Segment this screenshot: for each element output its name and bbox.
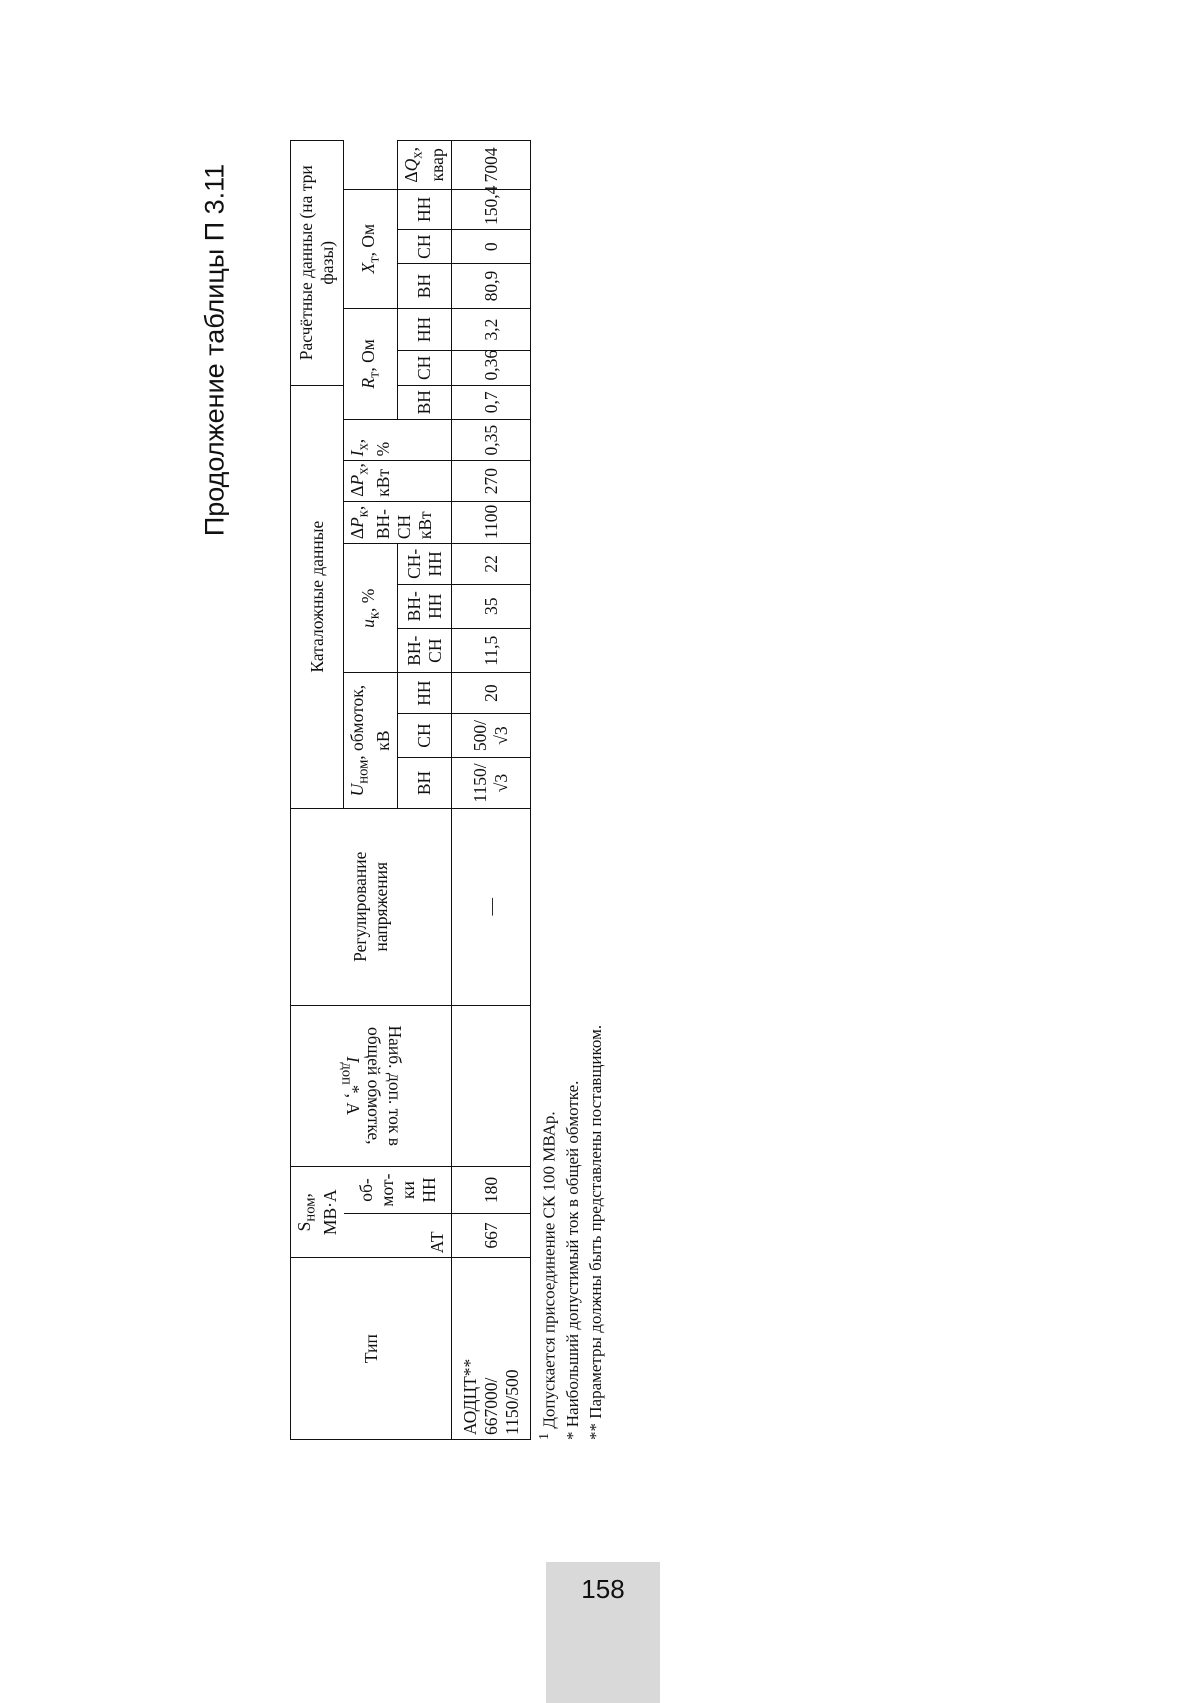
cell-dpx: 270 xyxy=(452,461,531,501)
header-catalog: Каталожные данные xyxy=(291,385,344,808)
cell-uk-vn-nn: 35 xyxy=(452,584,531,628)
table-footnotes xyxy=(535,140,607,1440)
header-type: Тип xyxy=(291,1258,452,1440)
transformer-spec-table xyxy=(290,140,531,1440)
header-dpx: $\Delta P_х$, кВт xyxy=(344,461,452,501)
header-rt: $R_т$, Ом xyxy=(344,308,398,419)
header-uk-vn-nn: ВН- НН xyxy=(398,584,452,628)
page-number: 158 xyxy=(581,1574,625,1604)
header-row-2 xyxy=(344,141,398,1440)
header-dqx: $\Delta Q_х$, квар xyxy=(398,141,452,190)
cell-uk-sn-nn: 22 xyxy=(452,544,531,584)
cell-uk-vn-sn: 11,5 xyxy=(452,628,531,672)
cell-snom-at: 667 xyxy=(452,1213,531,1257)
cell-u-sn: 500/ √3 xyxy=(452,713,531,757)
header-xt-sn: СН xyxy=(398,230,452,264)
header-idop-rotated-text: Наиб. доп. ток в общей обмотке, $I_{доп}*$, А xyxy=(338,1025,406,1147)
header-snom: $S_{ном}$, МВ·А xyxy=(291,1167,344,1258)
cell-snom-nn: 180 xyxy=(452,1167,531,1213)
header-uk: $u_к$, % xyxy=(344,544,398,673)
table-row xyxy=(452,141,531,1440)
footnote-2: * Наибольший допустимый ток в общей обмотке. xyxy=(563,1080,583,1440)
header-uk-vn-sn: ВН- СН xyxy=(398,628,452,672)
header-unom-vn: ВН xyxy=(398,758,452,809)
header-rt-nn: НН xyxy=(398,308,452,350)
cell-rt-nn: 3,2 xyxy=(452,308,531,350)
header-ix: $I_х$, % xyxy=(344,419,452,460)
header-rt-vn: ВН xyxy=(398,385,452,419)
header-snom-at: АТ xyxy=(344,1213,452,1257)
cell-rt-sn: 0,36 xyxy=(452,351,531,385)
footnote-1: $^1$ Допускается присоединение СК 100 МВАр. xyxy=(536,1111,560,1440)
header-row-1 xyxy=(291,141,344,1440)
cell-xt-sn: 0 xyxy=(452,230,531,264)
header-xt-vn: ВН xyxy=(398,264,452,308)
cell-dpk: 1100 xyxy=(452,501,531,543)
header-snom-nn: об- мот- ки НН xyxy=(344,1167,452,1213)
header-rt-sn: СН xyxy=(398,351,452,385)
cell-regulation: — xyxy=(452,808,531,1005)
header-regulation: Регулирование напряжения xyxy=(291,808,452,1005)
cell-u-vn: 1150/ √3 xyxy=(452,758,531,809)
footnote-3: ** Параметры должны быть представлены поставщиком. xyxy=(585,1024,605,1440)
header-idop xyxy=(291,1005,452,1167)
cell-xt-nn: 150,4 xyxy=(452,189,531,229)
rotated-table-block xyxy=(290,140,710,1440)
header-uk-sn-nn: СН- НН xyxy=(398,544,452,584)
cell-ix: 0,35 xyxy=(452,419,531,460)
header-dpk: $\Delta P_к$, ВН- СН кВт xyxy=(344,501,452,543)
page-caption: Продолжение таблицы П 3.11 xyxy=(199,163,230,537)
cell-u-nn: 20 xyxy=(452,673,531,713)
header-unom-sn: СН xyxy=(398,713,452,757)
page-number-box xyxy=(546,1562,660,1703)
cell-idop xyxy=(452,1005,531,1167)
cell-rt-vn: 0,7 xyxy=(452,385,531,419)
cell-xt-vn: 80,9 xyxy=(452,264,531,308)
cell-type: АОДЦТ** 667000/ 1150/500 xyxy=(452,1258,531,1440)
header-xt: $X_т$, Ом xyxy=(344,189,398,308)
header-unom: $U_{ном}$, обмоток, кВ xyxy=(344,673,398,808)
header-calculated: Расчётные данные (на три фазы) xyxy=(291,141,344,386)
header-unom-nn: НН xyxy=(398,673,452,713)
cell-dqx: 7004 xyxy=(452,141,531,190)
header-xt-nn: НН xyxy=(398,189,452,229)
